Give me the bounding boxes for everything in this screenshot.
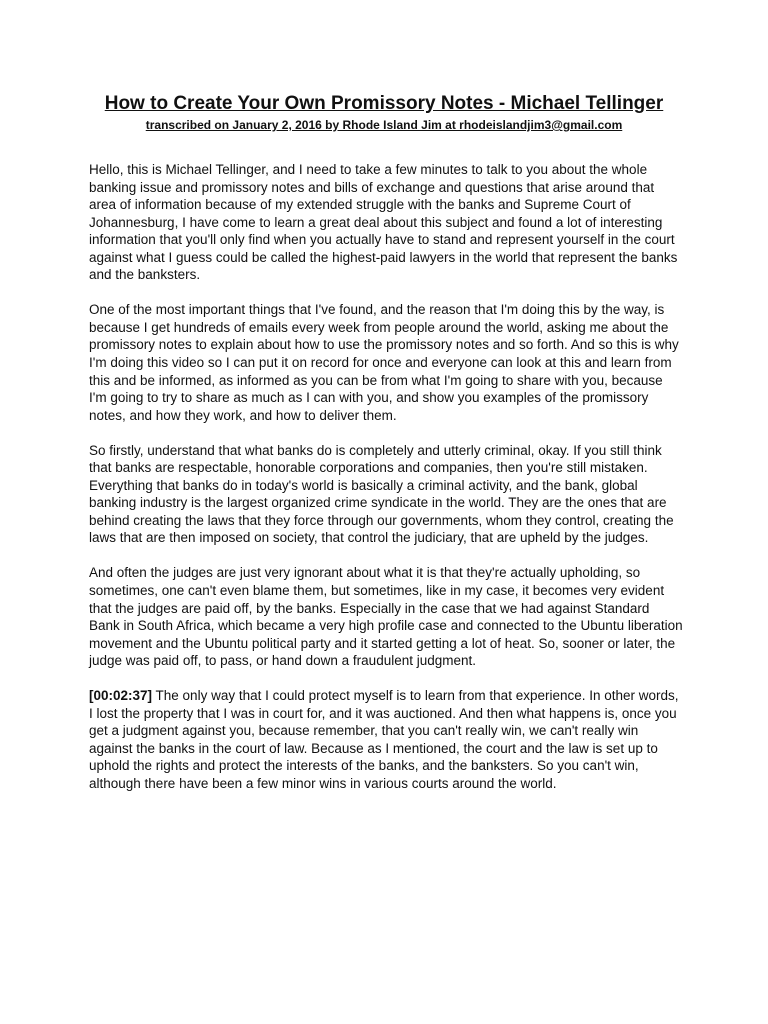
paragraph-text: The only way that I could protect myself is to learn from that experience. In other words, I lost the property that I was in court for, and it was auctioned. And then what happens is, once you get a judgment against you, because remember, that you can't really win, we can't really win against the banks in the court of law. Because as I mentioned, the court and the law is set up to uphold the rights and protect the interests of the banks, and the banksters. So you can't win, although there have been a few minor wins in various courts around the world. bbox=[89, 688, 679, 791]
paragraph-text: One of the most important things that I've found, and the reason that I'm doing this by the way, is because I get hundreds of emails every week from people around the world, asking me about the promissory notes to explain about how to use the promissory notes and so forth. And so this is why I'm doing this video so I can put it on record for once and everyone can look at this and learn from this and be informed, as informed as you can be from what I'm going to share with you, because I'm going to try to share as much as I can with you, and show you examples of the promissory notes, and how they work, and how to deliver them. bbox=[89, 302, 679, 423]
paragraph bbox=[89, 161, 683, 284]
paragraph bbox=[89, 687, 683, 792]
paragraph-text: And often the judges are just very ignorant about what it is that they're actually upholding, so sometimes, one can't even blame them, but sometimes, like in my case, it becomes very evident that the judges are paid off, by the banks. Especially in the case that we had against Standard Bank in South Africa, which became a very high profile case and connected to the Ubuntu liberation movement and the Ubuntu political party and it started getting a lot of heat. So, sooner or later, the judge was paid off, to pass, or hand down a fraudulent judgment. bbox=[89, 565, 683, 669]
document-title: How to Create Your Own Promissory Notes - Michael Tellinger bbox=[104, 93, 664, 114]
paragraph bbox=[89, 442, 683, 547]
paragraph bbox=[89, 301, 683, 424]
paragraph bbox=[89, 564, 683, 669]
paragraph-text: Hello, this is Michael Tellinger, and I need to take a few minutes to talk to you about the whole banking issue and promissory notes and bills of exchange and questions that arise around that area of information because of my extended struggle with the banks and Supreme Court of Johannesburg, I have come to learn a great deal about this subject and found a lot of interesting information that you'll only find when you actually have to stand and represent yourself in the court against what I guess could be called the highest-paid lawyers in the world that represent the banks and the banksters. bbox=[89, 162, 678, 283]
paragraph-timestamp: [00:02:37] bbox=[89, 688, 153, 704]
document-body bbox=[89, 161, 683, 810]
paragraph-text: So firstly, understand that what banks do is completely and utterly criminal, okay. If you still think that banks are respectable, honorable corporations and companies, then you're still mistaken. Everything that banks do in today's world is basically a criminal activity, and the bank, global banking industry is the largest organized crime syndicate in the world. They are the ones that are behind creating the laws that they force through our governments, whom they control, creating the laws that are then imposed on society, that control the judiciary, that are upheld by the judges. bbox=[89, 442, 674, 546]
document-subtitle: transcribed on January 2, 2016 by Rhode Island Jim at rhodeislandjim3@gmail.com bbox=[145, 118, 623, 132]
